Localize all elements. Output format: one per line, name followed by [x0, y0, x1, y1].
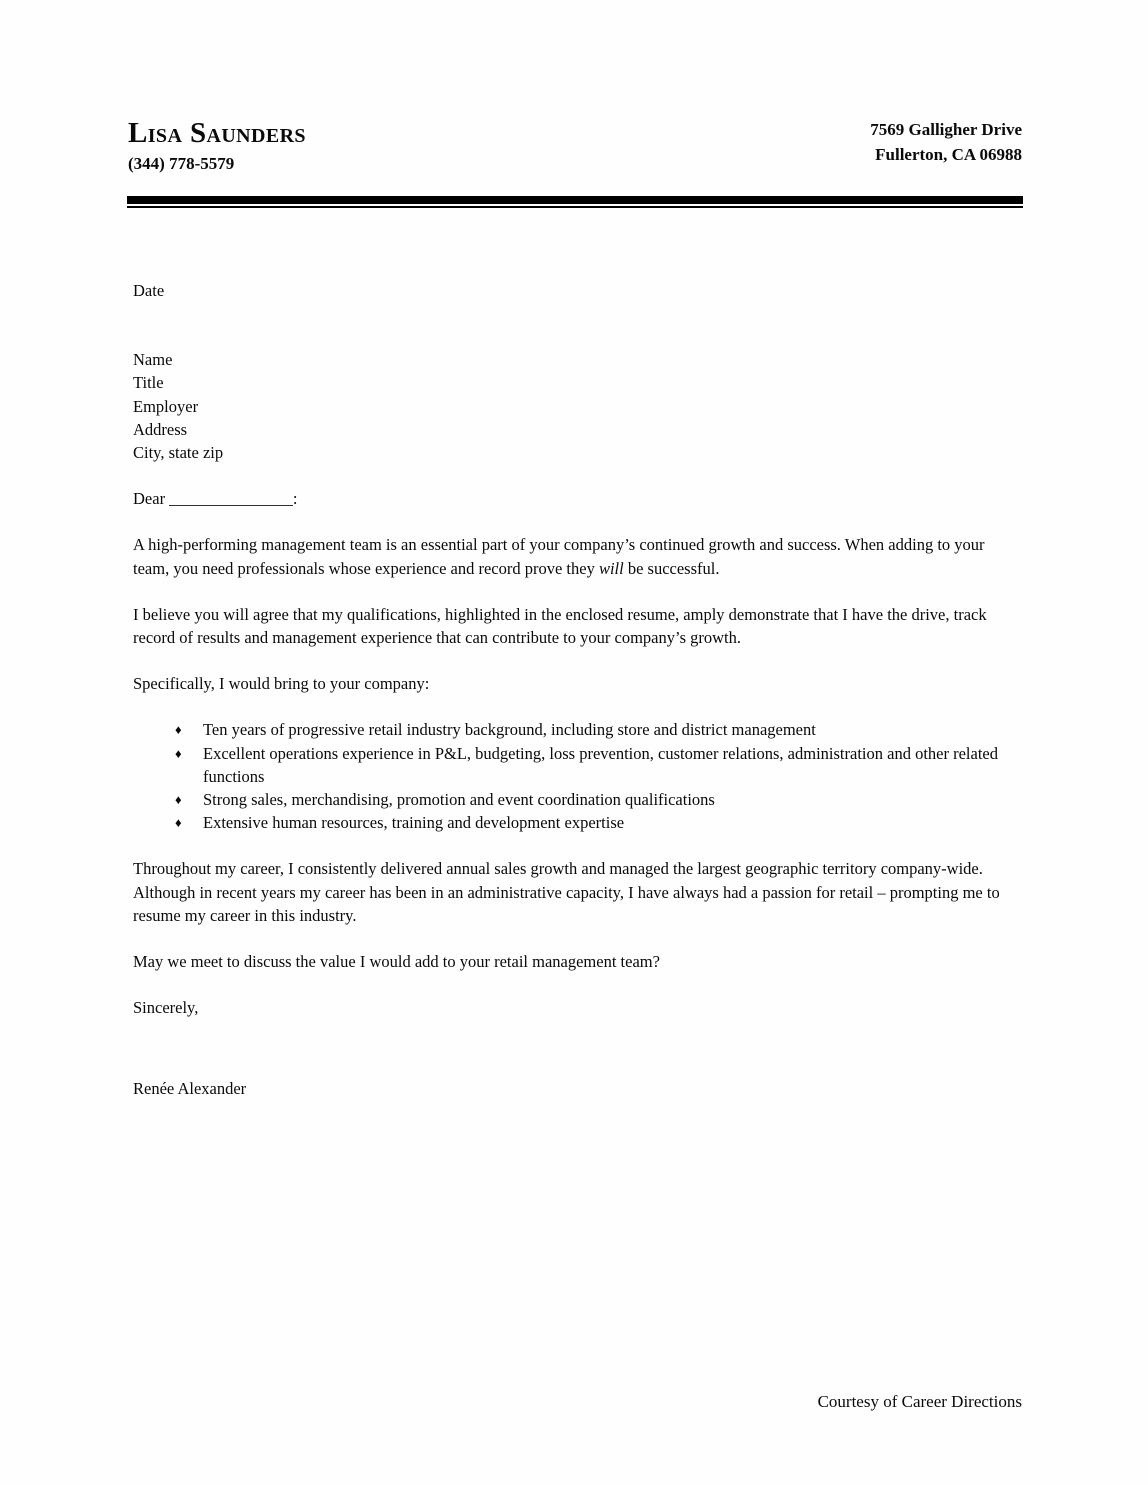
letterhead-divider [127, 196, 1023, 208]
letter-body [133, 279, 1013, 1101]
recipient-title: Title [133, 373, 164, 393]
list-item [133, 718, 1013, 741]
divider-thin-bar [127, 206, 1023, 208]
body-paragraph-2: I believe you will agree that my qualifications, highlighted in the enclosed resume, amply demonstrate that I have the drive, track record of results and management experience that can contribute to your company’s growth. [133, 604, 987, 648]
spacer [133, 695, 1013, 718]
spacer [133, 510, 1013, 533]
qualifications-list [133, 718, 1013, 834]
body-paragraph-1 [133, 533, 1013, 579]
spacer [133, 973, 1013, 996]
salutation: Dear _______________: [133, 489, 298, 509]
letterhead-address-block [870, 118, 1022, 167]
spacer [133, 302, 1013, 348]
spacer [133, 1065, 1013, 1077]
body-paragraph-3: Throughout my career, I consistently delivered annual sales growth and managed the largest geographic territory company-wide. Although in recent years my career has been in an administrative capacity, I have always had a passion for retail – prompting me to resume my career in this industry. [133, 859, 1000, 925]
diamond-bullet-icon: ♦ [175, 792, 182, 808]
date-placeholder: Date [133, 281, 165, 300]
list-item-text: Excellent operations experience in P&L, budgeting, loss prevention, customer relations, administration and other related functions [203, 743, 998, 786]
paragraph-1-text-part-2: be successful. [623, 558, 720, 578]
recipient-address: Address [133, 419, 188, 439]
body-paragraph-4: May we meet to discuss the value I would add to your retail management team? [133, 952, 660, 972]
list-item-text: Ten years of progressive retail industry background, including store and district management [203, 720, 816, 740]
footer-credit-area [128, 1391, 1022, 1413]
list-item [133, 742, 1013, 788]
diamond-bullet-icon: ♦ [175, 745, 182, 761]
sender-name: Lisa Saunders [128, 117, 306, 149]
recipient-employer: Employer [133, 396, 199, 416]
list-lead-in: Specifically, I would bring to your company: [133, 674, 430, 694]
divider-thick-bar [127, 196, 1023, 204]
list-item [133, 788, 1013, 811]
list-item-text: Extensive human resources, training and development expertise [203, 813, 625, 833]
recipient-name: Name [133, 350, 173, 370]
spacer [133, 580, 1013, 603]
letterhead [128, 118, 1022, 176]
footer-credit-text: Courtesy of Career Directions [817, 1392, 1022, 1411]
list-item-text: Strong sales, merchandising, promotion and event coordination qualifications [203, 790, 715, 810]
sender-phone: (344) 778-5579 [128, 154, 235, 174]
recipient-city-state-zip: City, state zip [133, 443, 224, 463]
diamond-bullet-icon: ♦ [175, 815, 182, 831]
letterhead-contact-block [128, 118, 306, 176]
paragraph-1-text-part-1: A high-performing management team is an essential part of your company’s continued growth and success. When adding to your team, you need professionals whose experience and record prove they [133, 535, 985, 578]
spacer [133, 649, 1013, 672]
diamond-bullet-icon: ♦ [175, 722, 182, 738]
signature-name: Renée Alexander [133, 1079, 247, 1099]
list-item [133, 811, 1013, 834]
sender-address-line-2: Fullerton, CA 06988 [875, 144, 1022, 164]
signature-space [133, 1019, 1013, 1065]
closing-salutation: Sincerely, [133, 998, 199, 1018]
sender-address-line-1: 7569 Galligher Drive [870, 120, 1022, 139]
spacer [133, 927, 1013, 950]
paragraph-1-emphasis: will [598, 558, 624, 578]
recipient-address-block [133, 348, 1013, 464]
spacer [133, 464, 1013, 487]
spacer [133, 834, 1013, 857]
